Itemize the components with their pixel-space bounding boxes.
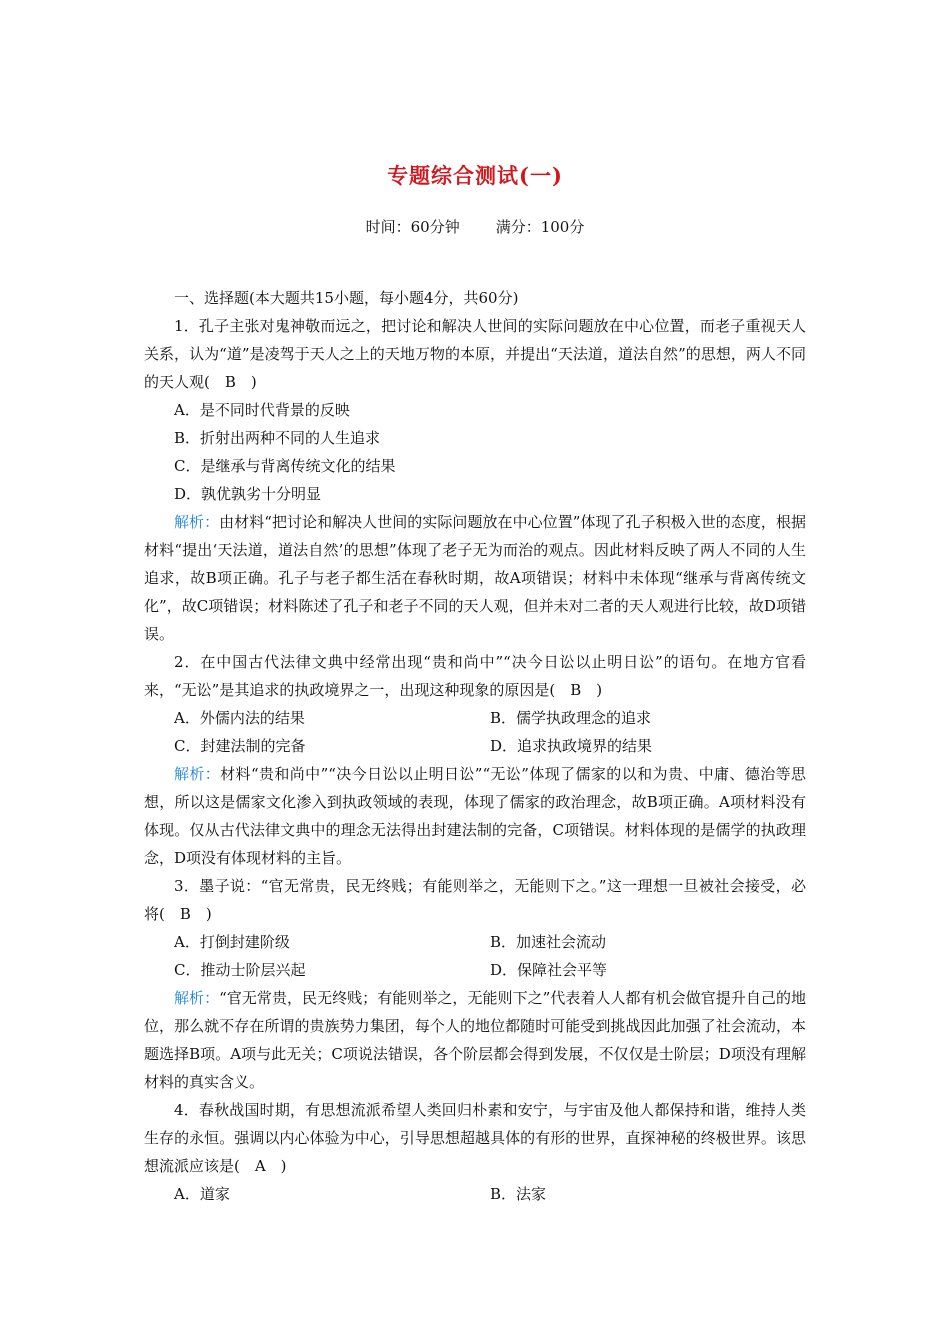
question-3-options-row-2 [144,956,806,984]
analysis-label: 解析： [174,989,220,1007]
question-3-stem: 3．墨子说：“官无常贵，民无终贱；有能则举之，无能则下之。”这一理想一旦被社会接受，必将( B ) [144,877,806,923]
analysis-label: 解析： [174,765,221,783]
question-2-option-b: B．儒学执政理念的追求 [490,709,652,727]
question-2-options-row-2 [144,732,806,760]
question-1-stem: 1．孔子主张对鬼神敬而远之，把讨论和解决人世间的实际问题放在中心位置，而老子重视天人关系，认为“道”是凌驾于天人之上的天地万物的本原，并提出“天法道，道法自然”的思想，两人不同的天人观( B ) [144,317,806,391]
section-heading: 一、选择题(本大题共15小题，每小题4分，共60分) [174,289,519,307]
question-1-option-d: D．孰优孰劣十分明显 [174,485,322,503]
question-3-options-row-1 [144,928,806,956]
question-1-option-c: C．是继承与背离传统文化的结果 [174,457,396,475]
question-3-option-c: C．推动士阶层兴起 [174,961,306,979]
exam-meta [0,216,950,237]
question-3-analysis [144,984,806,1096]
question-4-options-row-1 [144,1180,806,1208]
question-2-analysis [144,760,806,872]
analysis-label: 解析： [174,513,220,531]
question-2-options-row-1 [144,704,806,732]
content [144,284,806,1208]
question-4-option-b: B．法家 [490,1185,547,1203]
question-3-analysis-text: “官无常贵，民无终贱；有能则举之，无能则下之”代表着人人都有机会做官提升自己的地位，那么就不存在所谓的贵族势力集团，每个人的地位都随时可能受到挑战因此加强了社会流动，本题选择B项。A项与此无关；C项说法错误，各个阶层都会得到发展，不仅仅是士阶层；D项没有理解材料的真实含义。 [144,989,806,1091]
question-2-option-d: D．追求执政境界的结果 [490,737,653,755]
exam-score: 满分：100分 [495,218,585,236]
question-2-stem: 2．在中国古代法律文典中经常出现“贵和尚中”“决今日讼以止明日讼”的语句。在地方官看来，“无讼”是其追求的执政境界之一，出现这种现象的原因是( B ) [144,653,806,699]
question-2-analysis-text: 材料“贵和尚中”“决今日讼以止明日讼”“无讼”体现了儒家的以和为贵、中庸、德治等思想，所以这是儒家文化渗入到执政领域的表现，体现了儒家的政治理念，故B项正确。A项材料没有体现。仅从古代法律文典中的理念无法得出封建法制的完备，C项错误。材料体现的是儒学的执政理念，D项没有体现材料的主旨。 [144,765,806,867]
question-2-option-c: C．封建法制的完备 [174,737,306,755]
question-1-option-a: A．是不同时代背景的反映 [174,401,350,419]
page-title: 专题综合测试(一) [387,163,563,188]
question-3-option-d: D．保障社会平等 [490,961,608,979]
question-3-option-a: A．打倒封建阶级 [174,933,290,951]
question-3-option-b: B．加速社会流动 [490,933,607,951]
question-1-analysis [144,508,806,648]
question-4-option-a: A．道家 [174,1185,230,1203]
exam-time: 时间：60分钟 [365,218,460,236]
question-1-analysis-text: 由材料“把讨论和解决人世间的实际问题放在中心位置”体现了孔子积极入世的态度，根据材料“提出‘天法道，道法自然’的思想”体现了老子无为而治的观点。因此材料反映了两人不同的人生追求，故B项正确。孔子与老子都生活在春秋时期，故A项错误；材料中未体现“继承与背离传统文化”，故C项错误；材料陈述了孔子和老子不同的天人观，但并未对二者的天人观进行比较，故D项错误。 [144,513,806,643]
question-2-option-a: A．外儒内法的结果 [174,709,305,727]
question-4-stem: 4．春秋战国时期，有思想流派希望人类回归朴素和安宁，与宇宙及他人都保持和谐，维持人类生存的永恒。强调以内心体验为中心，引导思想超越具体的有形的世界，直探神秘的终极世界。该思想流派应该是( A ) [144,1101,806,1175]
question-1-option-b: B．折射出两种不同的人生追求 [174,429,381,447]
